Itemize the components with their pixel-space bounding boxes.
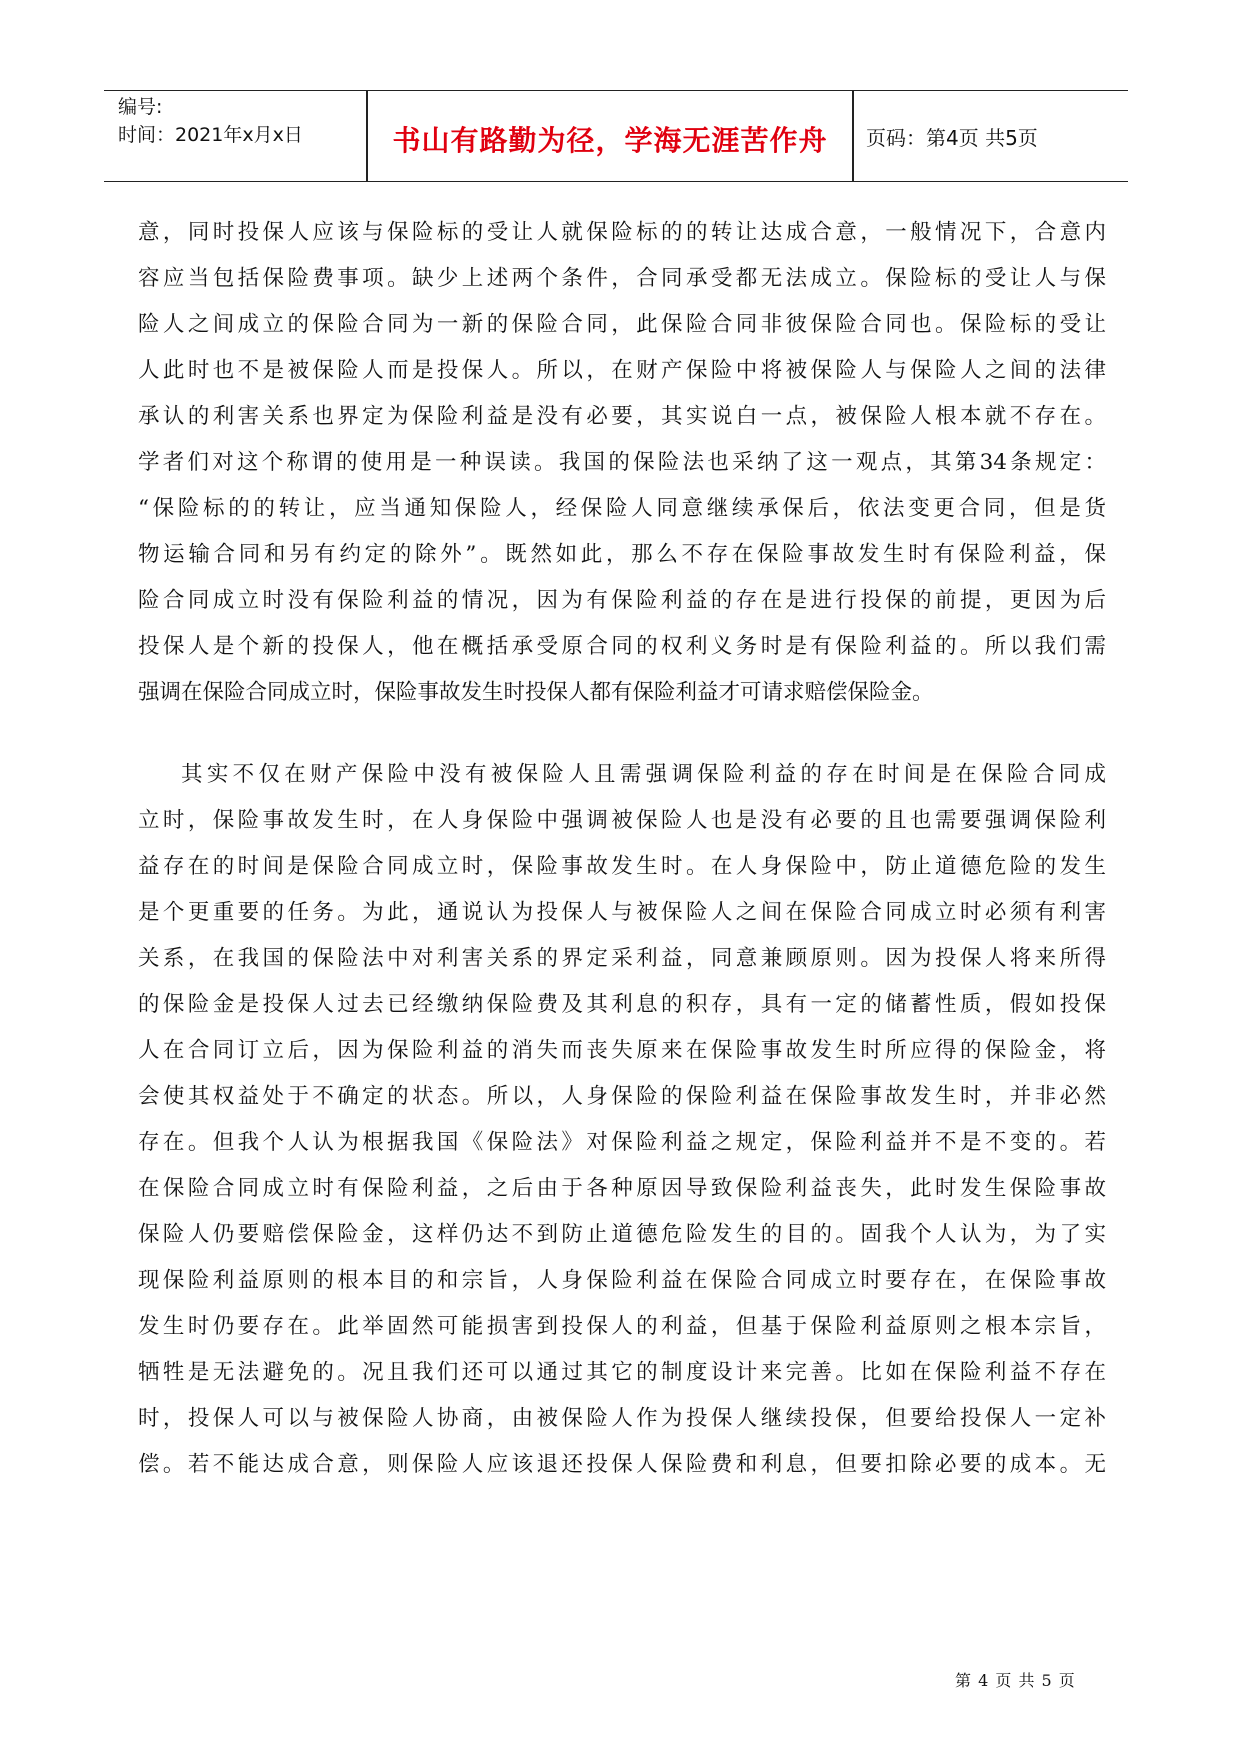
text-line: 承认的利害关系也界定为保险利益是没有必要，其实说白一点，被保险人根本就不存在。 xyxy=(138,404,1106,429)
text-line: 益存在的时间是保险合同成立时，保险事故发生时。在人身保险中，防止道德危险的发生 xyxy=(138,854,1106,879)
text-line: 强调在保险合同成立时，保险事故发生时投保人都有保险利益才可请求赔偿保险金。 xyxy=(138,680,934,705)
text-line: 学者们对这个称谓的使用是一种误读。我国的保险法也采纳了这一观点，其第34条规定： xyxy=(138,450,1106,475)
paragraph-gap xyxy=(138,716,1106,752)
text-line: 其实不仅在财产保险中没有被保险人且需强调保险利益的存在时间是在保险合同成 xyxy=(181,762,1106,787)
text-line: 投保人是个新的投保人，他在概括承受原合同的权利义务时是有保险利益的。所以我们需 xyxy=(138,634,1106,659)
header-divider xyxy=(852,91,854,181)
text-line: 立时，保险事故发生时，在人身保险中强调被保险人也是没有必要的且也需要强调保险利 xyxy=(138,808,1106,833)
text-line: 会使其权益处于不确定的状态。所以，人身保险的保险利益在保险事故发生时，并非必然 xyxy=(138,1084,1106,1109)
text-line: 在保险合同成立时有保险利益，之后由于各种原因导致保险利益丧失，此时发生保险事故 xyxy=(138,1176,1106,1201)
text-line: 牺牲是无法避免的。况且我们还可以通过其它的制度设计来完善。比如在保险利益不存在 xyxy=(138,1360,1106,1385)
text-line: 人此时也不是被保险人而是投保人。所以，在财产保险中将被保险人与保险人之间的法律 xyxy=(138,358,1106,383)
text-line: 险合同成立时没有保险利益的情况，因为有保险利益的存在是进行投保的前提，更因为后 xyxy=(138,588,1106,613)
text-line: 容应当包括保险费事项。缺少上述两个条件，合同承受都无法成立。保险标的受让人与保 xyxy=(138,266,1106,291)
text-line: 时，投保人可以与被保险人协商，由被保险人作为投保人继续投保，但要给投保人一定补 xyxy=(138,1406,1106,1431)
number-label: 编号: xyxy=(118,96,163,118)
paragraph-1 xyxy=(138,210,1106,716)
time-label: 时间：2021年x月x日 xyxy=(118,124,303,146)
text-line: 偿。若不能达成合意，则保险人应该退还投保人保险费和利息，但要扣除必要的成本。无 xyxy=(138,1452,1106,1477)
text-line: 现保险利益原则的根本目的和宗旨，人身保险利益在保险合同成立时要存在，在保险事故 xyxy=(138,1268,1106,1293)
text-line: 人在合同订立后，因为保险利益的消失而丧失原来在保险事故发生时所应得的保险金，将 xyxy=(138,1038,1106,1063)
header-page-code: 页码：第4页 共5页 xyxy=(866,126,1038,150)
text-line: 意，同时投保人应该与保险标的受让人就保险标的的转让达成合意，一般情况下，合意内 xyxy=(138,220,1106,245)
text-line: 险人之间成立的保险合同为一新的保险合同，此保险合同非彼保险合同也。保险标的受让 xyxy=(138,312,1106,337)
paragraph-2 xyxy=(138,752,1106,1488)
header-motto: 书山有路勤为径，学海无涯苦作舟 xyxy=(392,124,828,157)
page-footer: 第 4 页 共 5 页 xyxy=(955,1671,1076,1690)
text-line: 关系，在我国的保险法中对利害关系的界定采利益，同意兼顾原则。因为投保人将来所得 xyxy=(138,946,1106,971)
text-line: 物运输合同和另有约定的除外”。既然如此，那么不存在保险事故发生时有保险利益，保 xyxy=(138,542,1106,567)
text-line: “保险标的的转让，应当通知保险人，经保险人同意继续承保后，依法变更合同，但是货 xyxy=(138,496,1106,521)
text-line: 保险人仍要赔偿保险金，这样仍达不到防止道德危险发生的目的。固我个人认为，为了实 xyxy=(138,1222,1106,1247)
text-line: 是个更重要的任务。为此，通说认为投保人与被保险人之间在保险合同成立时必须有利害 xyxy=(138,900,1106,925)
page-header xyxy=(104,90,1128,182)
text-line: 发生时仍要存在。此举固然可能损害到投保人的利益，但基于保险利益原则之根本宗旨， xyxy=(138,1314,1106,1339)
text-line: 的保险金是投保人过去已经缴纳保险费及其利息的积存，具有一定的储蓄性质，假如投保 xyxy=(138,992,1106,1017)
text-line: 存在。但我个人认为根据我国《保险法》对保险利益之规定，保险利益并不是不变的。若 xyxy=(138,1130,1106,1155)
document-body xyxy=(138,210,1106,1488)
